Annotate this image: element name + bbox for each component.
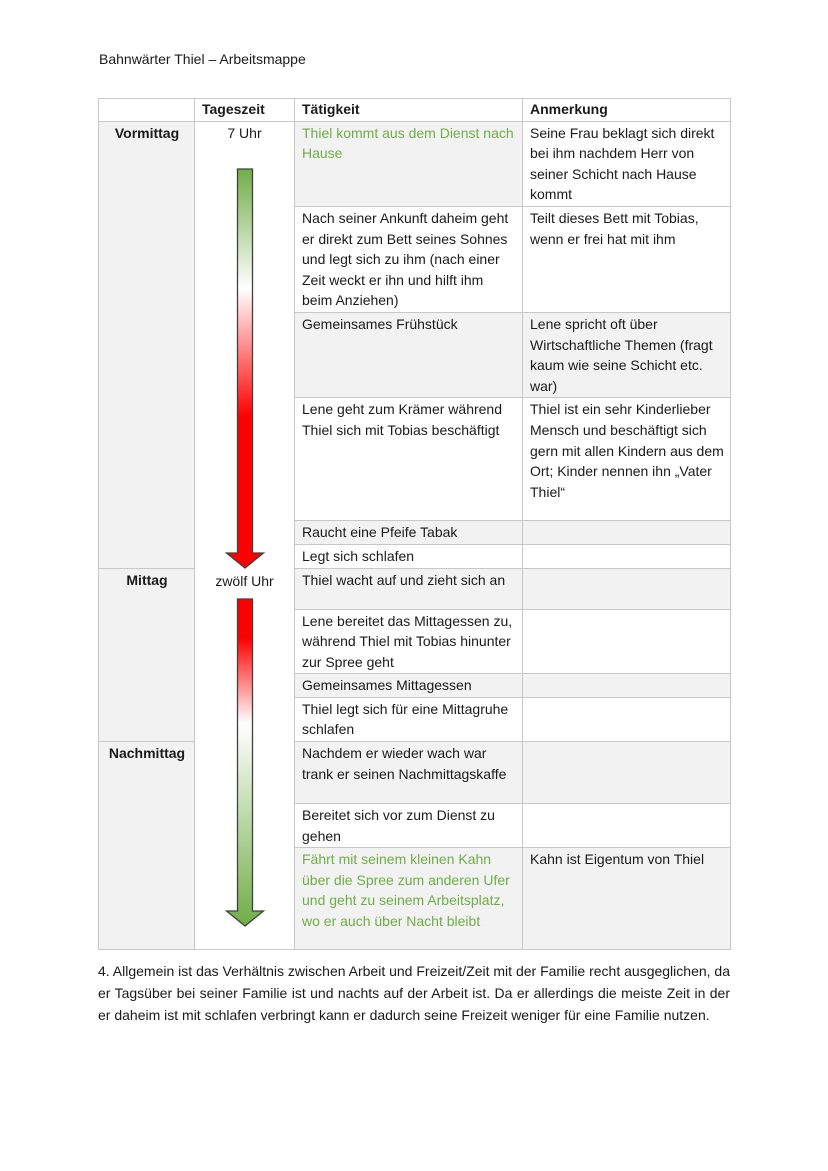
arrow-down-icon: [225, 598, 265, 928]
note-cell: [523, 804, 731, 848]
header-tageszeit: Tageszeit: [195, 99, 295, 122]
table-header-row: [99, 99, 731, 122]
note-cell: [523, 609, 731, 674]
page-header: Bahnwärter Thiel – Arbeitsmappe: [99, 51, 306, 67]
activity-cell: Lene geht zum Krämer während Thiel sich mit Tobias beschäftigt: [295, 398, 523, 521]
period-vormittag: Vormittag: [99, 121, 195, 568]
table-row: [99, 568, 731, 609]
activity-cell: Gemeinsames Mittagessen: [295, 674, 523, 698]
activity-cell: Nachdem er wieder wach war trank er seinen Nachmittagskaffe: [295, 742, 523, 804]
conclusion-paragraph: 4. Allgemein ist das Verhältnis zwischen Arbeit und Freizeit/Zeit mit der Familie recht ausgeglichen, da er Tagsüber bei seiner Familie ist und nachts auf der Arbeit ist. Da er allerdings die meiste Zeit in der er daheim ist mit schlafen verbringt kann er dadurch seine Freizeit weniger für eine Familie nutzen.: [98, 963, 730, 1023]
activity-cell: Raucht eine Pfeife Tabak: [295, 521, 523, 545]
table-row: [99, 121, 731, 206]
activity-cell: Thiel kommt aus dem Dienst nach Hause: [295, 121, 523, 206]
note-cell: Kahn ist Eigentum von Thiel: [523, 848, 731, 950]
note-cell: Teilt dieses Bett mit Tobias, wenn er frei hat mit ihm: [523, 206, 731, 312]
header-period: [99, 99, 195, 122]
time-noon-label: zwölf Uhr: [215, 572, 274, 589]
period-nachmittag: Nachmittag: [99, 742, 195, 950]
table-row: [99, 742, 731, 804]
activity-cell: Thiel wacht auf und zieht sich an: [295, 568, 523, 609]
activity-cell: Thiel legt sich für eine Mittagruhe schlafen: [295, 697, 523, 741]
time-column: [195, 121, 295, 950]
activity-cell: Lene bereitet das Mittagessen zu, während Thiel mit Tobias hinunter zur Spree geht: [295, 609, 523, 674]
note-cell: Thiel ist ein sehr Kinderlieber Mensch und beschäftigt sich gern mit allen Kindern aus dem Ort; Kinder nennen ihn „Vater Thiel“: [523, 398, 731, 521]
note-cell: Seine Frau beklagt sich direkt bei ihm nachdem Herr von seiner Schicht nach Hause kommt: [523, 121, 731, 206]
schedule-table: [98, 98, 731, 950]
header-anmerkung: Anmerkung: [523, 99, 731, 122]
activity-cell: Nach seiner Ankunft daheim geht er direkt zum Bett seines Sohnes und legt sich zu ihm (nach einer Zeit weckt er ihn und hilft ihm beim Anziehen): [295, 206, 523, 312]
note-cell: [523, 544, 731, 568]
note-cell: [523, 521, 731, 545]
activity-cell: Fährt mit seinem kleinen Kahn über die Spree zum anderen Ufer und geht zu seinem Arbeitsplatz, wo er auch über Nacht bleibt: [295, 848, 523, 950]
activity-cell: Gemeinsames Frühstück: [295, 312, 523, 397]
note-cell: [523, 742, 731, 804]
note-cell: [523, 674, 731, 698]
note-cell: [523, 697, 731, 741]
period-mittag: Mittag: [99, 568, 195, 742]
activity-cell: Legt sich schlafen: [295, 544, 523, 568]
note-cell: Lene spricht oft über Wirtschaftliche Themen (fragt kaum wie seine Schicht etc. war): [523, 312, 731, 397]
arrow-down-icon: [225, 168, 265, 570]
time-start-label: 7 Uhr: [227, 124, 262, 141]
header-taetigkeit: Tätigkeit: [295, 99, 523, 122]
activity-cell: Bereitet sich vor zum Dienst zu gehen: [295, 804, 523, 848]
note-cell: [523, 568, 731, 609]
